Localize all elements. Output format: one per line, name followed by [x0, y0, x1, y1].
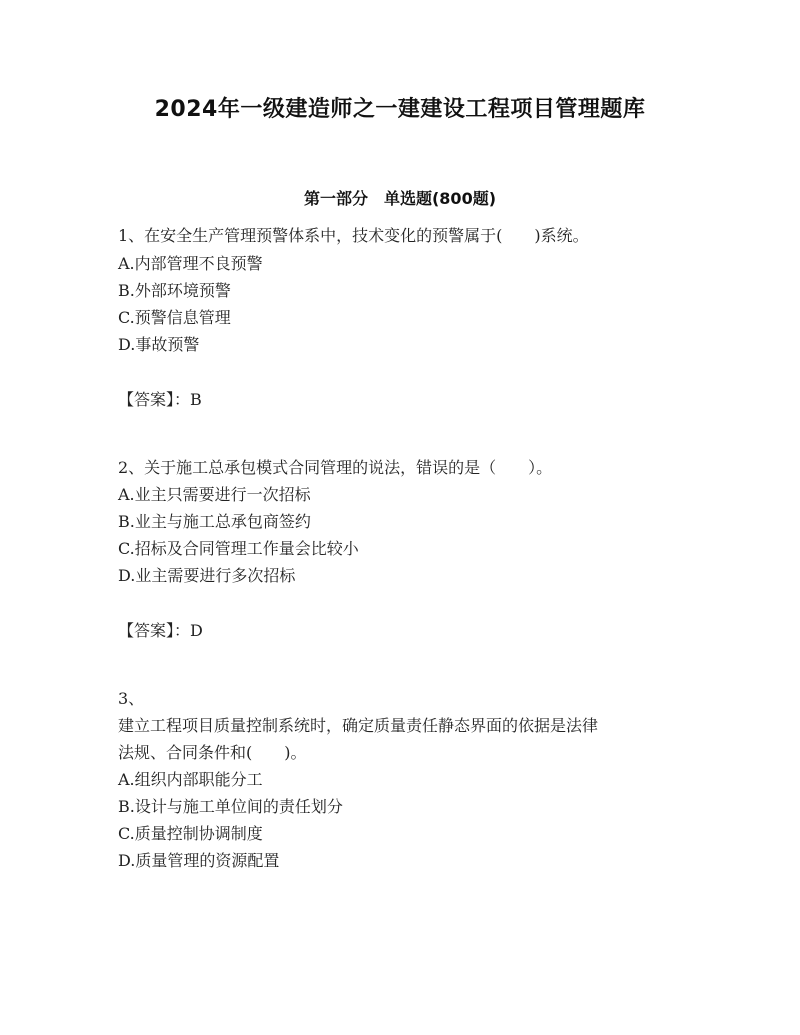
question-2-stem: 2、关于施工总承包模式合同管理的说法，错误的是（ ）。 — [118, 458, 553, 477]
question-2-answer: 【答案】：D — [118, 621, 203, 640]
question-1-option-b: B.外部环境预警 — [118, 281, 231, 300]
question-3-option-a: A.组织内部职能分工 — [118, 770, 263, 789]
question-3-stem-line-1: 建立工程项目质量控制系统时，确定质量责任静态界面的依据是法律 — [118, 716, 599, 735]
question-2-option-a: A.业主只需要进行一次招标 — [118, 485, 311, 504]
question-1-option-d: D.事故预警 — [118, 335, 200, 354]
question-1-answer: 【答案】：B — [118, 390, 202, 409]
document-title: 2024年一级建造师之一建建设工程项目管理题库 — [154, 97, 646, 122]
question-2-option-d: D.业主需要进行多次招标 — [118, 566, 296, 585]
question-1-option-c: C.预警信息管理 — [118, 308, 231, 327]
question-3-option-d: D.质量管理的资源配置 — [118, 851, 280, 870]
question-1-stem: 1、在安全生产管理预警体系中，技术变化的预警属于( )系统。 — [118, 226, 589, 245]
question-3-option-c: C.质量控制协调制度 — [118, 824, 263, 843]
section-title: 第一部分 单选题(800题) — [303, 189, 497, 208]
question-3-stem-line-2: 法规、合同条件和( )。 — [118, 743, 307, 762]
question-2-option-b: B.业主与施工总承包商签约 — [118, 512, 311, 531]
question-1-option-a: A.内部管理不良预警 — [118, 254, 263, 273]
question-3-number: 3、 — [118, 689, 145, 708]
question-3-option-b: B.设计与施工单位间的责任划分 — [118, 797, 343, 816]
question-2-option-c: C.招标及合同管理工作量会比较小 — [118, 539, 359, 558]
